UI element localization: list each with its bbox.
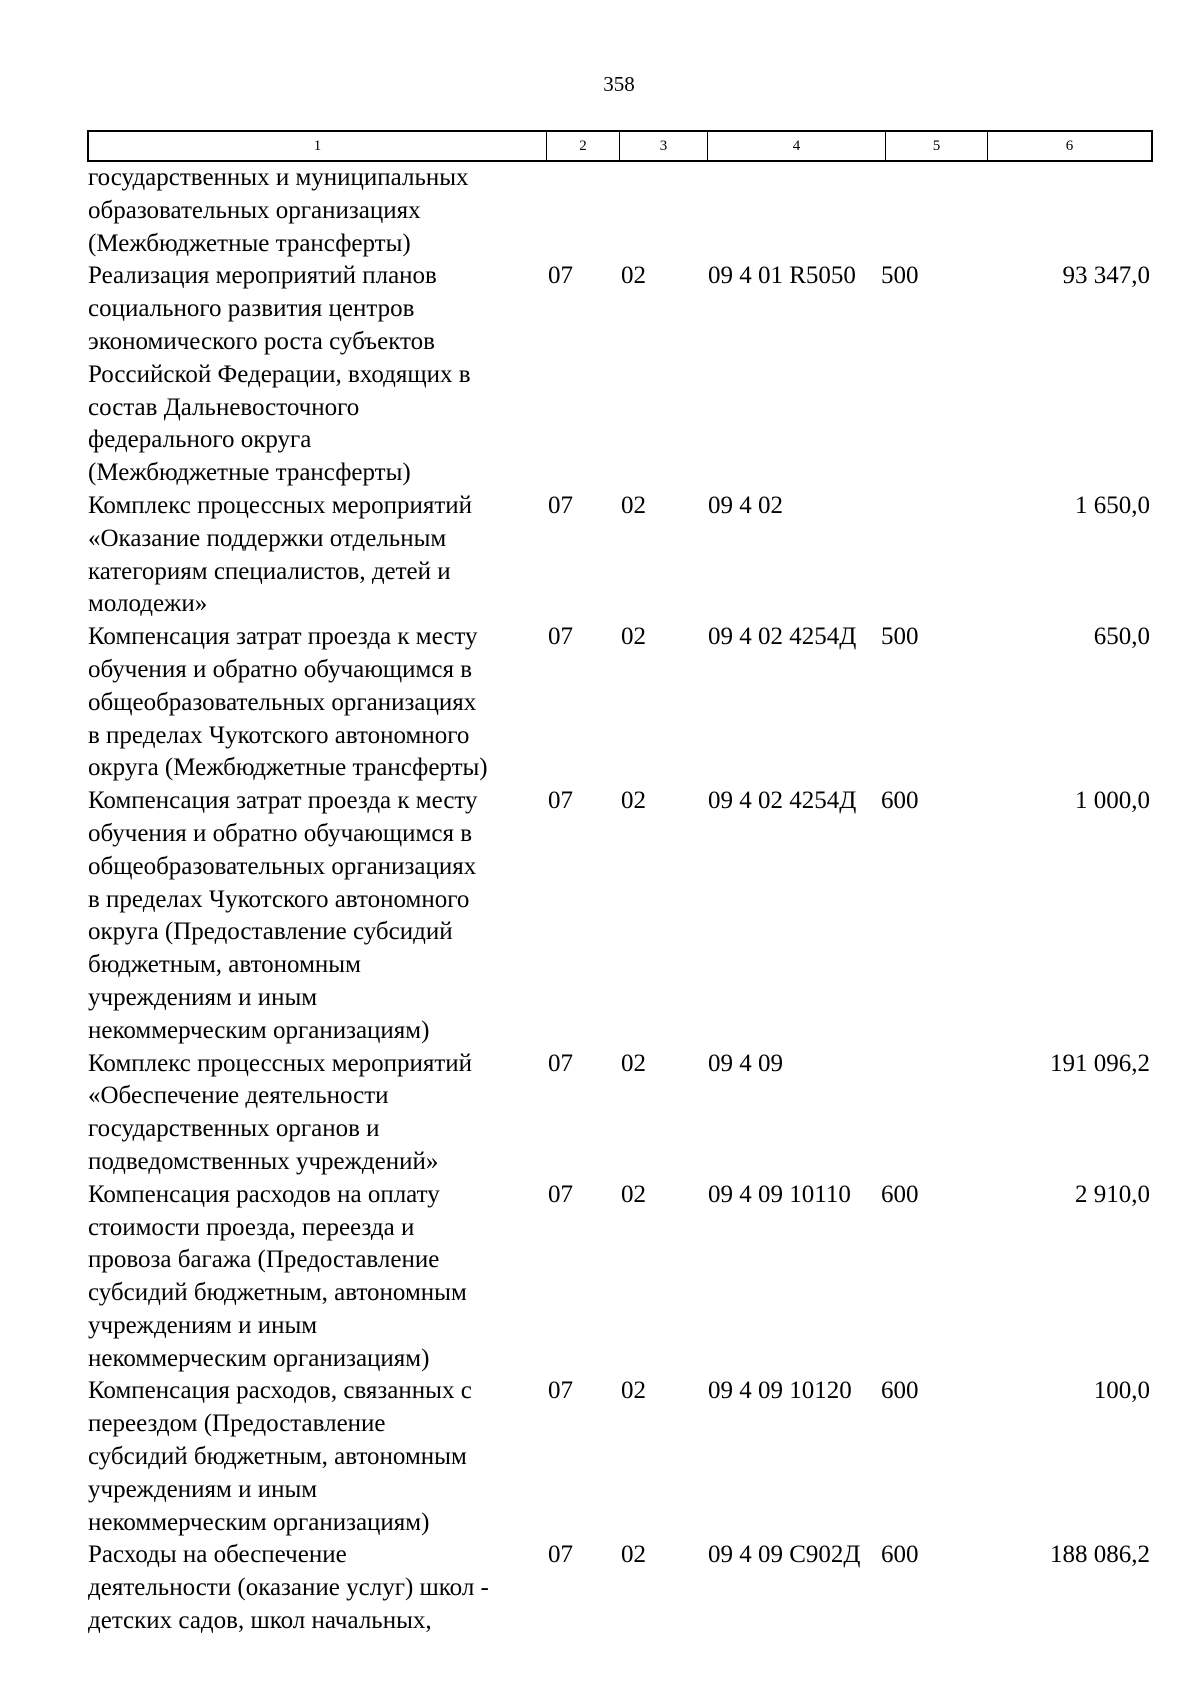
row-description: Комплекс процессных мероприятий «Оказание поддержки отдельным категориям специалистов, детей и молодежи» — [88, 491, 473, 618]
row-sum: 188 086,2 — [1050, 1541, 1150, 1569]
row-target-article: 09 4 09 10120 — [708, 1377, 852, 1405]
row-sum: 650,0 — [1093, 623, 1150, 651]
row-section: 07 — [548, 262, 573, 290]
table-header — [87, 130, 1153, 162]
table-row — [88, 1048, 1154, 1179]
row-description: Компенсация затрат проезда к месту обучения и обратно обучающимся в общеобразовательных организациях в пределах Чукотского автономного округа (Межбюджетные трансферты) — [88, 623, 488, 782]
row-subsection: 02 — [621, 1377, 646, 1405]
row-section: 07 — [548, 1377, 573, 1405]
row-section: 07 — [548, 1541, 573, 1569]
row-subsection: 02 — [621, 787, 646, 815]
table-row — [88, 1375, 1154, 1539]
row-subsection: 02 — [621, 1049, 646, 1077]
table-row — [88, 785, 1154, 1047]
row-section: 07 — [548, 623, 573, 651]
row-description: Компенсация затрат проезда к месту обучения и обратно обучающимся в общеобразовательных организациях в пределах Чукотского автономного округа (Предоставление субсидий бюджетным, автономным учреждениям и иным некоммерческим организациям) — [88, 787, 478, 1044]
row-description: Комплекс процессных мероприятий «Обеспечение деятельности государственных органов и подведомственных учреждений» — [88, 1049, 473, 1175]
row-target-article: 09 4 01 R5050 — [708, 262, 856, 290]
row-description: Компенсация расходов, связанных с переездом (Предоставление субсидий бюджетным, автономным учреждениям и иным некоммерческим организациям) — [88, 1377, 472, 1536]
row-expense-type: 600 — [881, 1541, 919, 1569]
header-col-6: 6 — [1065, 138, 1074, 154]
table-row — [88, 621, 1154, 785]
header-col-5: 5 — [886, 132, 988, 160]
row-target-article: 09 4 09 — [708, 1049, 783, 1077]
row-sum: 1 650,0 — [1075, 491, 1150, 519]
page-number: 358 — [603, 72, 635, 96]
row-description: Реализация мероприятий планов социального развития центров экономического роста субъектов Российской Федерации, входящих в состав Дальневосточного федерального округа (Межбюджетные трансферты) — [88, 262, 471, 487]
table-row — [88, 260, 1154, 490]
header-col-3: 3 — [620, 132, 708, 160]
row-subsection: 02 — [621, 262, 646, 290]
row-expense-type: 600 — [881, 1180, 919, 1208]
row-subsection: 02 — [621, 491, 646, 519]
table-body — [88, 162, 1154, 1638]
row-description: Компенсация расходов на оплату стоимости проезда, переезда и провоза багажа (Предоставление субсидий бюджетным, автономным учреждениям и иным некоммерческим организациям) — [88, 1180, 467, 1372]
row-subsection: 02 — [621, 1180, 646, 1208]
row-target-article: 09 4 09 10110 — [708, 1180, 851, 1208]
table-row — [88, 162, 1154, 260]
header-col-2: 2 — [547, 132, 620, 160]
row-expense-type: 600 — [881, 1377, 919, 1405]
row-section: 07 — [548, 491, 573, 519]
row-subsection: 02 — [621, 623, 646, 651]
table-row — [88, 1539, 1154, 1637]
row-sum: 191 096,2 — [1050, 1049, 1150, 1077]
row-target-article: 09 4 02 — [708, 491, 783, 519]
row-description: государственных и муниципальных образовательных организациях (Межбюджетные трансферты) — [88, 164, 469, 257]
row-description: Расходы на обеспечение деятельности (оказание услуг) школ - детских садов, школ начальных, — [88, 1541, 489, 1635]
table-row — [88, 490, 1154, 621]
row-target-article: 09 4 09 С902Д — [708, 1541, 861, 1569]
table-row — [88, 1179, 1154, 1376]
row-target-article: 09 4 02 4254Д — [708, 787, 857, 815]
row-sum: 2 910,0 — [1075, 1180, 1150, 1208]
header-col-4: 4 — [708, 132, 886, 160]
row-target-article: 09 4 02 4254Д — [708, 623, 857, 651]
header-col-1: 1 — [89, 132, 547, 160]
row-expense-type: 500 — [881, 262, 919, 290]
row-sum: 100,0 — [1093, 1377, 1150, 1405]
row-subsection: 02 — [621, 1541, 646, 1569]
row-sum: 93 347,0 — [1062, 262, 1150, 290]
row-section: 07 — [548, 787, 573, 815]
row-expense-type: 500 — [881, 623, 919, 651]
row-expense-type: 600 — [881, 787, 919, 815]
row-section: 07 — [548, 1049, 573, 1077]
row-section: 07 — [548, 1180, 573, 1208]
row-sum: 1 000,0 — [1075, 787, 1150, 815]
